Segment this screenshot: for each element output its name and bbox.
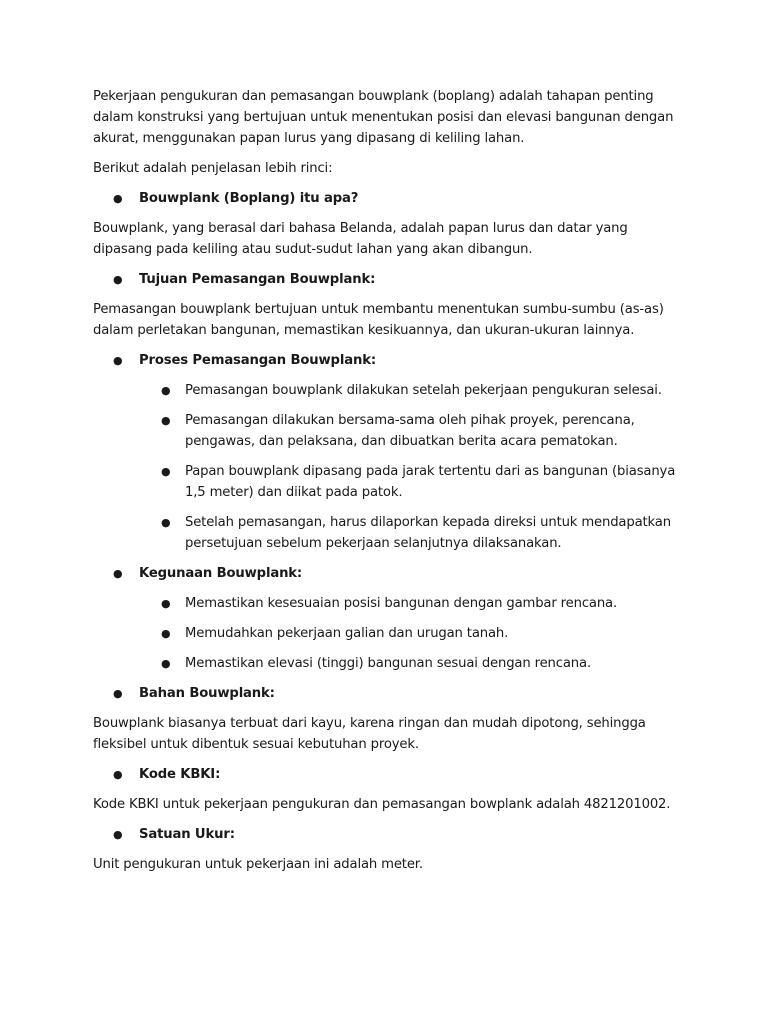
bullet-icon: ● <box>161 657 171 670</box>
bullet-icon: ● <box>161 597 171 610</box>
list-item-text: Papan bouwplank dipasang pada jarak tertentu dari as bangunan (biasanya 1,5 meter) dan diikat pada patok. <box>185 464 676 500</box>
list-item-text: Memastikan kesesuaian posisi bangunan dengan gambar rencana. <box>185 596 618 611</box>
list-item <box>139 512 683 554</box>
list-item-text: Memastikan elevasi (tinggi) bangunan sesuai dengan rencana. <box>185 656 591 671</box>
section-heading-item <box>93 188 683 209</box>
list-item <box>139 623 683 644</box>
section-paragraph: Kode KBKI untuk pekerjaan pengukuran dan pemasangan bowplank adalah 4821201002. <box>93 797 671 812</box>
section-heading-item <box>93 350 683 554</box>
list-item <box>139 461 683 503</box>
list-item <box>139 593 683 614</box>
bullet-icon: ● <box>161 414 171 427</box>
sub-list <box>139 380 683 554</box>
intro-paragraph: Pekerjaan pengukuran dan pemasangan bouwplank (boplang) adalah tahapan penting dalam konstruksi yang bertujuan untuk menentukan posisi dan elevasi bangunan dengan akurat, menggunakan papan lurus yang dipasang di keliling lahan. <box>93 89 674 146</box>
section-heading: Kegunaan Bouwplank: <box>139 566 303 581</box>
bullet-icon: ● <box>113 354 123 367</box>
section-list <box>93 824 683 845</box>
section-heading: Kode KBKI: <box>139 767 221 782</box>
section-paragraph: Bouwplank, yang berasal dari bahasa Belanda, adalah papan lurus dan datar yang dipasang pada keliling atau sudut-sudut lahan yang akan dibangun. <box>93 221 628 257</box>
section-paragraph: Pemasangan bouwplank bertujuan untuk membantu menentukan sumbu-sumbu (as-as) dalam perletakan bangunan, memastikan kesikuannya, dan ukuran-ukuran lainnya. <box>93 302 664 338</box>
section-paragraph: Unit pengukuran untuk pekerjaan ini adalah meter. <box>93 857 423 872</box>
section-heading: Bahan Bouwplank: <box>139 686 275 701</box>
bullet-icon: ● <box>113 273 123 286</box>
bullet-icon: ● <box>113 687 123 700</box>
bullet-icon: ● <box>161 384 171 397</box>
list-item <box>139 410 683 452</box>
section-list <box>93 188 683 209</box>
section-paragraph: Bouwplank biasanya terbuat dari kayu, karena ringan dan mudah dipotong, sehingga fleksibel untuk dibentuk sesuai kebutuhan proyek. <box>93 716 646 752</box>
list-item-text: Pemasangan bouwplank dilakukan setelah pekerjaan pengukuran selesai. <box>185 383 662 398</box>
bullet-icon: ● <box>161 627 171 640</box>
section-heading: Satuan Ukur: <box>139 827 235 842</box>
bullet-icon: ● <box>161 465 171 478</box>
section-heading-item <box>93 824 683 845</box>
bullet-icon: ● <box>113 828 123 841</box>
document-page <box>93 86 683 884</box>
section-heading: Tujuan Pemasangan Bouwplank: <box>139 272 376 287</box>
lead-paragraph: Berikut adalah penjelasan lebih rinci: <box>93 161 333 176</box>
section-list <box>93 350 683 704</box>
bullet-icon: ● <box>113 768 123 781</box>
section-heading: Bouwplank (Boplang) itu apa? <box>139 191 359 206</box>
section-heading-item <box>93 764 683 785</box>
sub-list <box>139 593 683 674</box>
bullet-icon: ● <box>113 192 123 205</box>
list-item-text: Setelah pemasangan, harus dilaporkan kepada direksi untuk mendapatkan persetujuan sebelum pekerjaan selanjutnya dilaksanakan. <box>185 515 671 551</box>
section-list <box>93 269 683 290</box>
list-item <box>139 380 683 401</box>
section-heading-item <box>93 563 683 674</box>
section-heading-item <box>93 683 683 704</box>
bullet-icon: ● <box>161 516 171 529</box>
list-item-text: Memudahkan pekerjaan galian dan urugan tanah. <box>185 626 509 641</box>
section-heading: Proses Pemasangan Bouwplank: <box>139 353 376 368</box>
section-list <box>93 764 683 785</box>
list-item-text: Pemasangan dilakukan bersama-sama oleh pihak proyek, perencana, pengawas, dan pelaksana, dan dibuatkan berita acara pematokan. <box>185 413 635 449</box>
list-item <box>139 653 683 674</box>
section-heading-item <box>93 269 683 290</box>
bullet-icon: ● <box>113 567 123 580</box>
